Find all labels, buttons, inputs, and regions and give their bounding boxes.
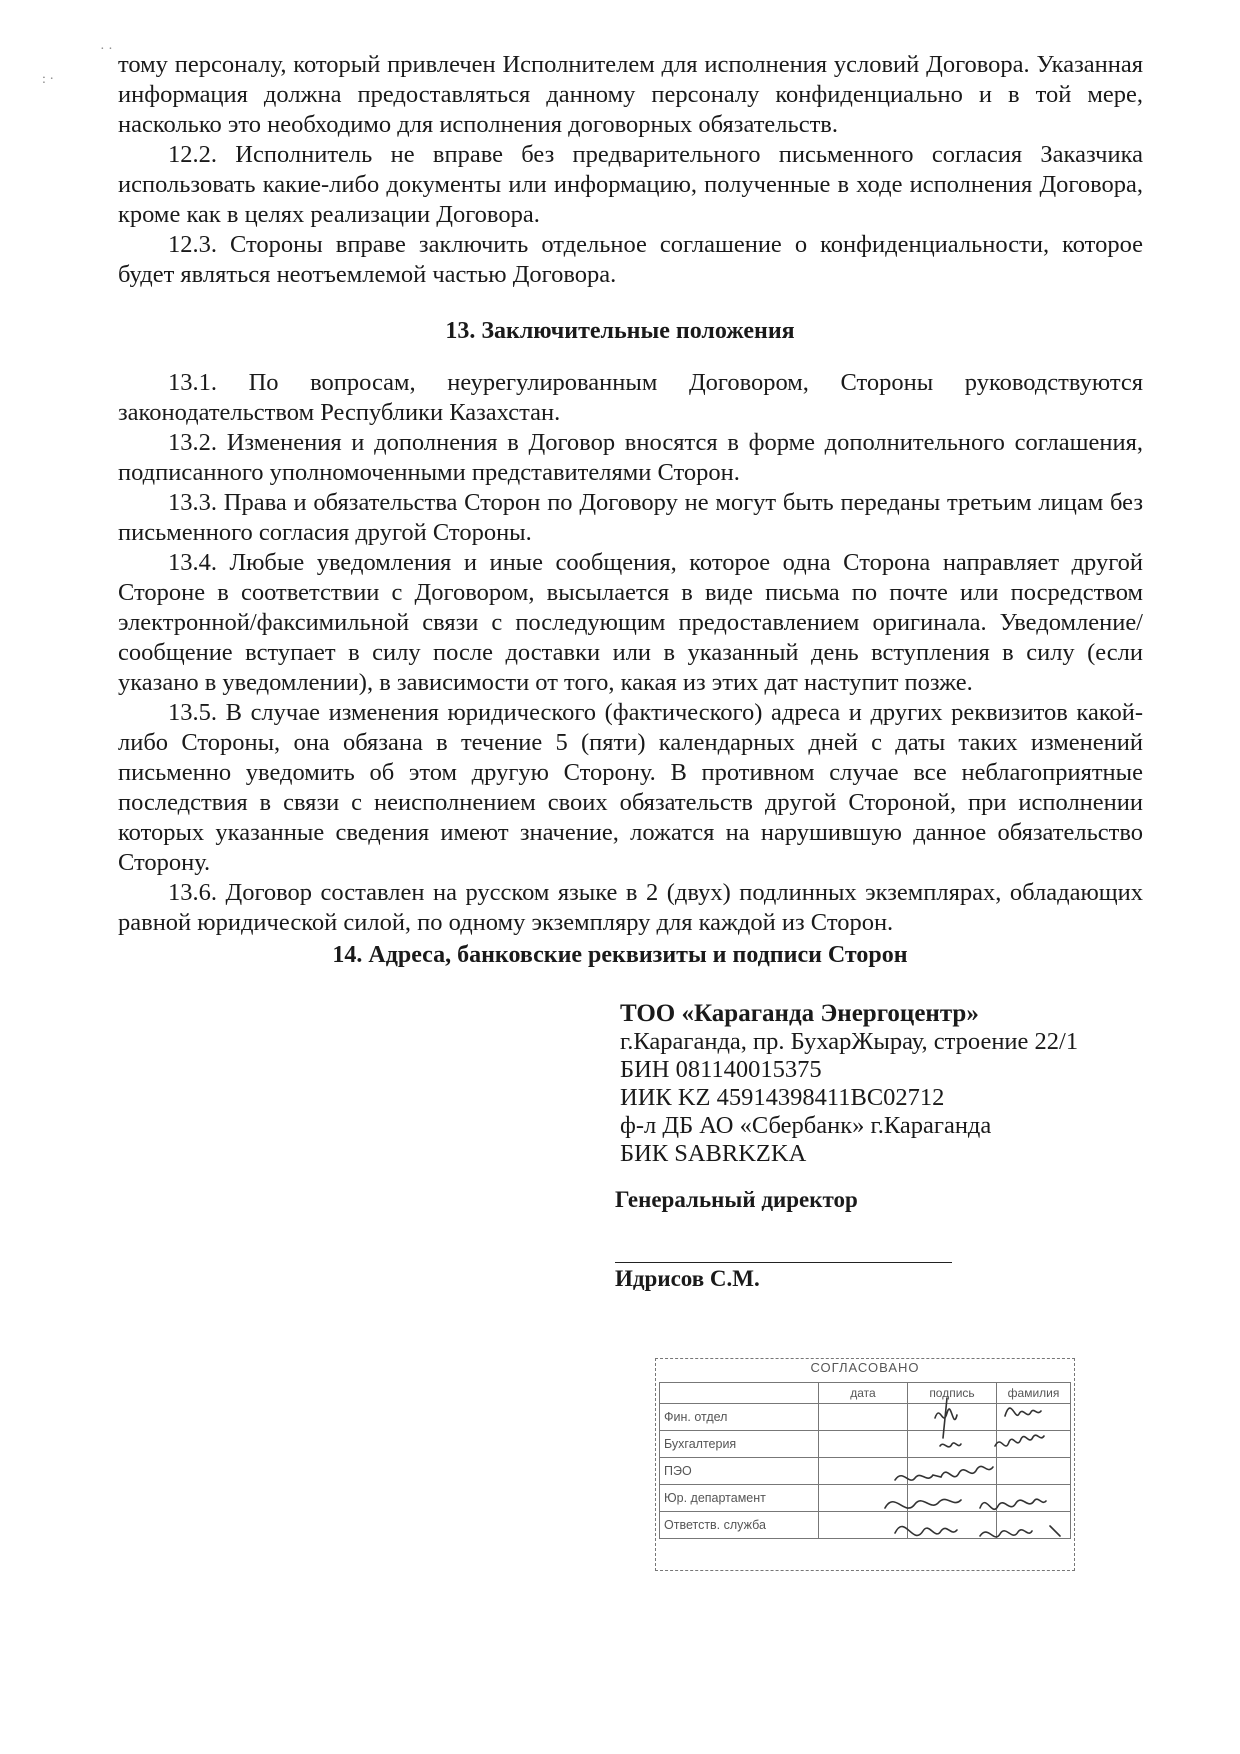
approval-row-label: Юр. департамент [660,1485,819,1512]
handwritten-signature [885,1499,961,1508]
handwritten-signature [980,1499,1046,1509]
handwritten-signature [895,1526,957,1535]
section-13-body [118,368,1143,938]
scan-speck: : · [42,72,55,87]
handwritten-signature [895,1466,993,1480]
paragraph-13-5: 13.5. В случае изменения юридического (фактического) адреса и других реквизитов какой-либо Стороны, она обязана в течение 5 (пяти) календарных дней с даты таких изменений письменно уведомить об этом другую Сторону. В противном случае все неблагоприятные последствия в связи с неисполнением своих обязательств другой Стороной, при исполнении которых указанные сведения имеют значение, ложатся на нарушившую данное обязательство Сторону. [118,699,1143,876]
signature-line [615,1262,952,1263]
section-14-heading: 14. Адреса, банковские реквизиты и подписи Сторон [332,942,908,968]
company-bik: БИК SABRKZKA [620,1140,807,1167]
paragraph-13-2: 13.2. Изменения и дополнения в Договор вносятся в форме дополнительного соглашения, подписанного уполномоченными представителями Сторон. [118,429,1143,486]
handwritten-signature [940,1443,961,1447]
section-13-heading: 13. Заключительные положения [445,318,795,344]
approval-row-label: Ответств. служба [660,1512,819,1539]
signatory-role: Генеральный директор [615,1187,858,1212]
handwritten-signature [995,1435,1044,1446]
paragraph-13-1: 13.1. По вопросам, неурегулированным Договором, Стороны руководствуются законодательством Республики Казахстан. [118,369,1143,426]
approval-col-surname: фамилия [997,1383,1071,1404]
section-12-continuation [118,50,1143,290]
company-bank: ф-л ДБ АО «Сбербанк» г.Караганда [620,1112,992,1139]
approval-stamp [655,1358,1075,1571]
approval-row-label: Фин. отдел [660,1404,819,1431]
approval-row-label: ПЭО [660,1458,819,1485]
paragraph-13-4: 13.4. Любые уведомления и иные сообщения, которое одна Сторона направляет другой Стороне в соответствии с Договором, высылается в виде письма по почте или посредством электронной/факсимильной связи с последующим предоставлением оригинала. Уведомление/сообщение вступает в силу после доставки или в указанный день вступления в силу (если указано в уведомлении), в зависимости от того, какая из этих дат наступит позже. [118,549,1143,696]
company-requisites [620,1000,1180,1168]
handwritten-signature [980,1526,1060,1537]
company-name: ТОО «Караганда Энергоцентр» [620,1000,979,1027]
company-bin: БИН 081140015375 [620,1056,822,1083]
handwritten-signatures [655,1358,1075,1571]
approval-col-signature: подпись [908,1383,997,1404]
paragraph-12-1-end: тому персоналу, который привлечен Исполнителем для исполнения условий Договора. Указанная информация должна предоставляться данному персоналу конфиденциально и в той мере, насколько это необходимо для исполнения договорных обязательств. [118,51,1143,138]
paragraph-13-3: 13.3. Права и обязательства Сторон по Договору не могут быть переданы третьим лицам без письменного согласия другой Стороны. [118,489,1143,546]
company-iik: ИИК KZ 45914398411BC02712 [620,1084,945,1111]
approval-col-date: дата [819,1383,908,1404]
signatory-name: Идрисов С.М. [615,1266,760,1291]
paragraph-12-3: 12.3. Стороны вправе заключить отдельное соглашение о конфиденциальности, которое будет являться неотъемлемой частью Договора. [118,231,1143,288]
paragraph-13-6: 13.6. Договор составлен на русском языке в 2 (двух) подлинных экземплярах, обладающих равной юридической силой, по одному экземпляру для каждой из Сторон. [118,879,1143,936]
approval-row-label: Бухгалтерия [660,1431,819,1458]
stamp-title: СОГЛАСОВАНО [810,1360,920,1375]
handwritten-signature [935,1398,957,1438]
paragraph-12-2: 12.2. Исполнитель не вправе без предварительного письменного согласия Заказчика использовать какие-либо документы или информацию, полученные в ходе исполнения Договора, кроме как в целях реализации Договора. [118,141,1143,228]
handwritten-signature [1005,1408,1041,1416]
scan-speck: · · [100,42,113,57]
company-address: г.Караганда, пр. БухарЖырау, строение 22/1 [620,1028,1079,1055]
